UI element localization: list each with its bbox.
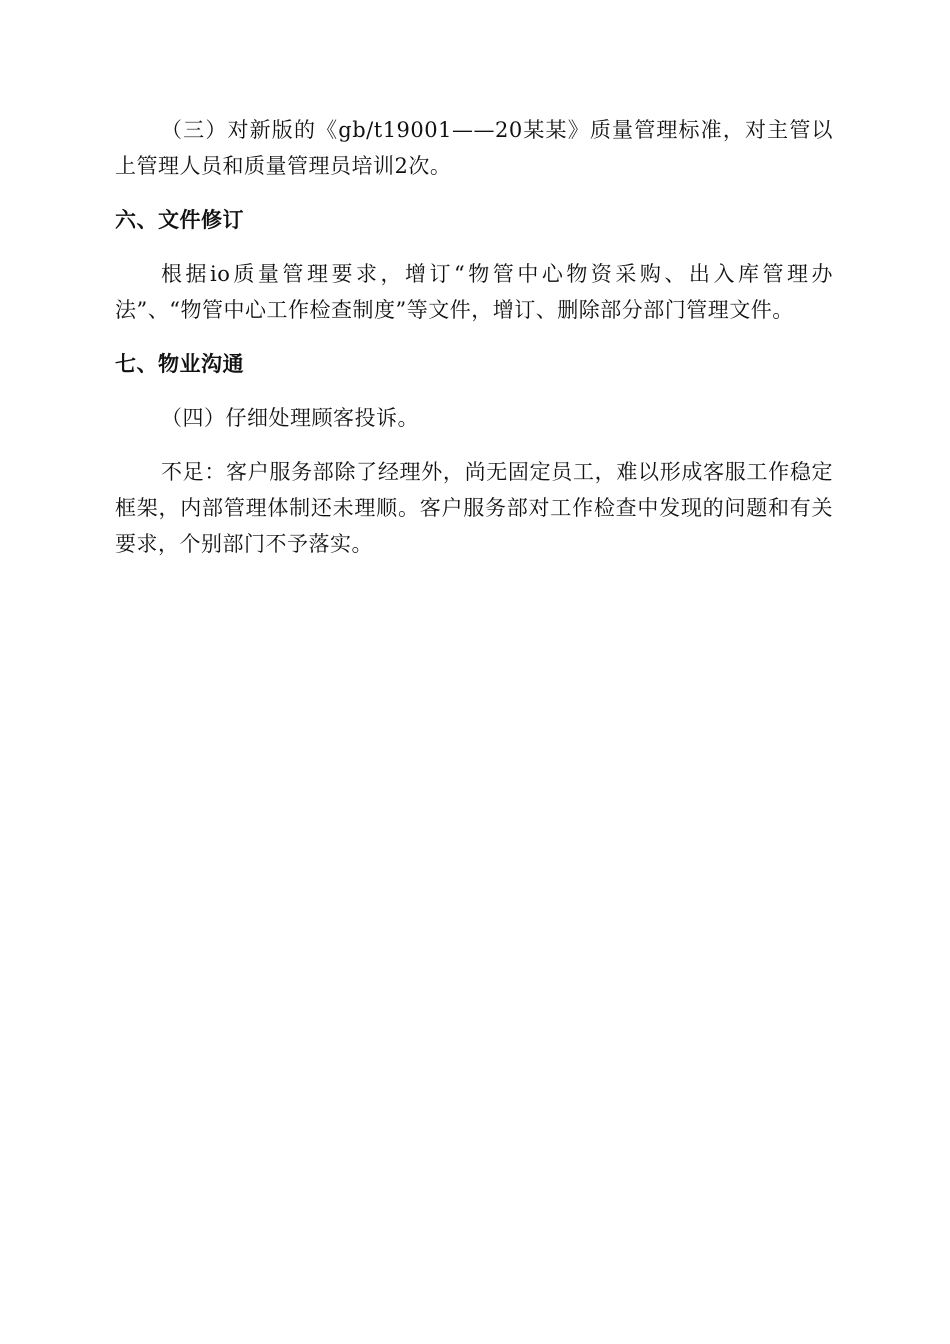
heading-property-communication: 七、物业沟通 [115,352,244,376]
paragraph-training: （三）对新版的《gb/t19001——20某某》质量管理标准，对主管以上管理人员和质量管理员培训2次。 [115,118,833,178]
paragraph-shortcomings: 不足：客户服务部除了经理外，尚无固定员工，难以形成客服工作稳定框架，内部管理体制还未理顺。客户服务部对工作检查中发现的问题和有关要求，个别部门不予落实。 [115,460,833,556]
paragraph-complaints: （四）仔细处理顾客投诉。 [161,406,419,430]
heading-document-revision: 六、文件修订 [115,208,244,232]
paragraph-document-revision: 根据io质量管理要求，增订“物管中心物资采购、出入库管理办法”、“物管中心工作检查制度”等文件，增订、删除部分部门管理文件。 [115,262,833,322]
document-body [115,112,833,562]
